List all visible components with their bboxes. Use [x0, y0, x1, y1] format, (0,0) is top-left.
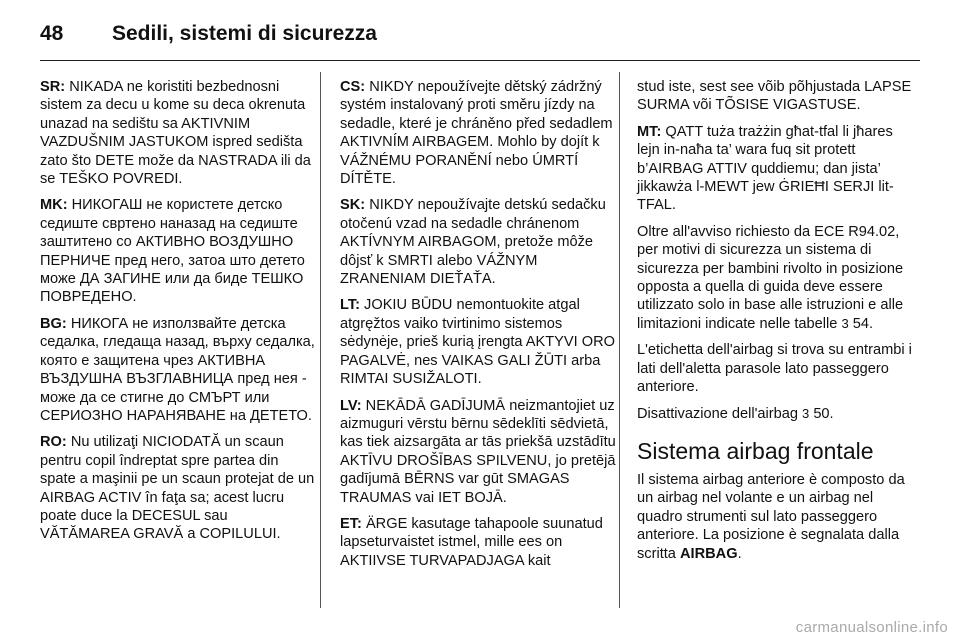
page-ref-arrow-icon: 3: [802, 405, 810, 421]
warning-sk: SK: NIKDY nepoužívajte detskú sedačku otočenú vzad na sedadle chránenom AKTÍVNYM AIRBAGOM, pretože môže dôjsť k SMRTI alebo VÁŽNYM ZRANENIAM DIEŤAŤA.: [340, 197, 606, 288]
page-header: [40, 14, 920, 54]
chapter-title: Sedili, sistemi di sicurezza: [112, 22, 377, 45]
warning-et-continued: stud iste, sest see võib põhjustada LAPSE SURMA või TÕSISE VIGASTUSE.: [637, 79, 912, 114]
warning-cs: CS: NIKDY nepoužívejte dětský zádržný systém instalovaný proti směru jízdy na sedadle, které je chráněno před sedadlem AKTIVNÍM AIRBAGEM. Mohlo by dojít k VÁŽNÉMU PORANĚNÍ nebo ÚMRTÍ DÍTĚTE.: [340, 79, 613, 188]
section-heading: Sistema airbag frontale: [637, 437, 874, 464]
watermark: carmanualsonline.info: [795, 619, 948, 636]
page-ref-link[interactable]: 54.: [848, 315, 874, 332]
warning-et: ET: ÄRGE kasutage tahapoole suunatud lapseturvaistet istmel, mille ees on AKTIIVSE TURVAPADJAGA kait: [340, 515, 603, 569]
column-2: [340, 78, 616, 578]
airbag-label-info: L'etichetta dell'airbag si trova su entrambi i lati dell'aletta parasole lato passeggero anteriore.: [637, 342, 912, 396]
airbag-deactivation-ref: Disattivazione dell'airbag 3 50.: [637, 405, 834, 422]
column-1: [40, 78, 316, 552]
warning-lv: LV: NEKĀDĀ GADĪJUMĀ neizmantojiet uz aizmuguri vērstu bērnu sēdeklīti sēdvietā, kas tiek aizsargāta ar tās priekšā uzstādītu AKTĪVU DROŠĪBAS SPILVENU, jo pretējā gadījumā BĒRNS var gūt SMAGAS TRAUMAS vai IET BOJĀ.: [340, 397, 616, 506]
column-divider: [619, 72, 620, 608]
warning-mt: MT: QATT tuża trażżin għat-tfal li jħares lejn in-naħa ta’ wara fuq sit protett b’AIRBAG ATTIV quddiemu; dan jista’ jikkawża l-MEWT jew ĠRIEĦI SERJI lit-TFAL.: [637, 123, 894, 214]
page-number: 48: [40, 22, 64, 45]
header-rule: [40, 60, 920, 61]
warning-ro: RO: Nu utilizaţi NICIODATĂ un scaun pentru copil îndreptat spre partea din spate a maşinii pe un scaun protejat de un AIRBAG ACTIV în faţa sa; acest lucru poate duce la DECESUL sau VĂTĂMAREA GRAVĂ a COPILULUI.: [40, 434, 315, 543]
front-airbag-description: Il sistema airbag anteriore è composto da un airbag nel volante e un airbag nel quadro strumenti sul lato passeggero anteriore. La posizione è segnalata dalla scritta AIRBAG.: [637, 471, 905, 562]
warning-bg: BG: НИКОГА не използвайте детска седалка, гледаща назад, върху седалка, която е защитена чрез АКТИВНА ВЪЗДУШНА ВЪЗГЛАВНИЦА пред нея - може да се стигне до СМЪРТ или СЕРИОЗНО НАРАНЯВАНЕ на ДЕТЕТО.: [40, 315, 315, 424]
column-3: [637, 78, 913, 571]
warning-sr: SR: NIKADA ne koristiti bezbednosni sistem za decu u kome su deca okrenuta unazad na sedištu sa AKTIVNIM VAZDUŠNIM JASTUKOM ispred sedišta zato što DETE može da NASTRADA ili da se TEŠKO POVREDI.: [40, 79, 311, 188]
page-ref-arrow-icon: 3: [841, 315, 849, 331]
ece-notice: Oltre all'avviso richiesto da ECE R94.02, per motivi di sicurezza un sistema di sicurezza per bambini rivolto in posizione opposta a quella di guida deve essere utilizzato solo in base alle istruzioni e alle limitazioni indicate nelle tabelle 3 54.: [637, 223, 904, 332]
page-ref-link[interactable]: 50.: [809, 405, 834, 422]
warning-mk: MK: НИКОГАШ не користете детско седиште свртено наназад на седиште заштитено со АКТИВНО ВОЗДУШНО ПЕРНИЧЕ пред него, затоа што детето може ДА ЗАГИНЕ или да биде ТЕШКО ПОВРЕДЕНО.: [40, 197, 305, 306]
column-divider: [320, 72, 321, 608]
warning-lt: LT: JOKIU BŪDU nemontuokite atgal atgręžtos vaiko tvirtinimo sistemos sėdynėje, prieš kurią įrengta AKTYVI ORO PAGALVĖ, nes VAIKAS GALI ŽŪTI arba RIMTAI SUSIŽALOTI.: [340, 297, 615, 388]
